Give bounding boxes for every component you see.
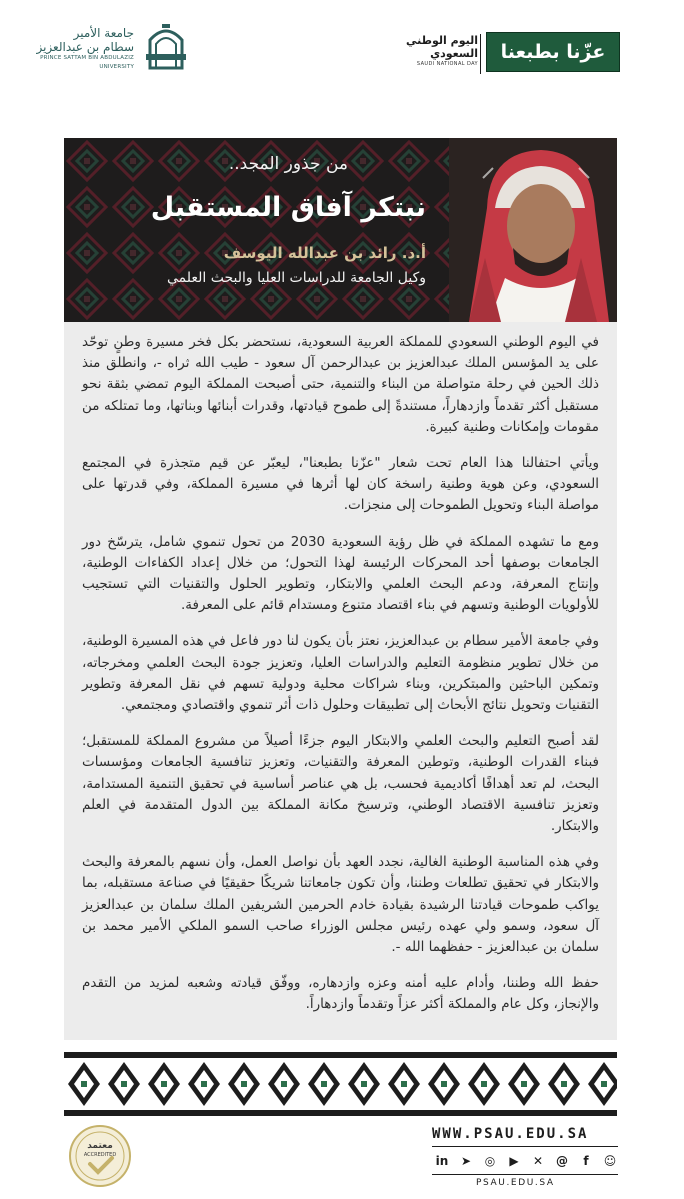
youtube-icon[interactable]: ▶ bbox=[509, 1154, 519, 1168]
portrait-image bbox=[449, 138, 617, 322]
university-name-ar-2: سطام بن عبدالعزيز bbox=[36, 40, 134, 54]
paragraph: في اليوم الوطني السعودي للمملكة العربية السعودية، نستحضر بكل فخر مسيرة وطنٍ توحّد على يد المؤسس الملك عبدالعزيز بن عبدالرحمن آل سعود - طيب الله ثراه -، وانطلق منذ ذلك الحين في رحلة متواصلة من البناء والتنمية، حتى أصبحت المملكة اليوم تمضي بثقة نحو مستقبل أكثر تقدماً وازدهاراً، مستندةً إلى طموح قيادتها، وقدرات أبنائها وبناتها، وما تمتلكه من مقومات وإمكانات وطنية كبيرة. bbox=[82, 334, 599, 435]
facebook-icon[interactable]: f bbox=[583, 1154, 589, 1168]
threads-icon[interactable]: @ bbox=[556, 1154, 568, 1168]
paragraph: وفي جامعة الأمير سطام بن عبدالعزيز، نعتز بأن يكون لنا دور فاعل في هذه المسيرة الوطنية، من خلال تطوير منظومة التعليم والدراسات العليا، وتعزيز جودة البحث العلمي ومخرجاته، وتمكين الباحثين والمبتكرين، وبناء شراكات محلية ودولية تسهم في نقل المعرفة وتطوير التقنيات وتحويل نتائج الأبحاث إلى تطبيقات وحلول ذات أثر تنموي واقتصادي ومجتمعي. bbox=[82, 633, 599, 714]
slogan-badge bbox=[486, 32, 620, 72]
slogan-text: عزّنا بطبعنا bbox=[500, 41, 606, 63]
svg-text:معتمد: معتمد bbox=[87, 1141, 113, 1151]
national-day-line1: اليوم الوطني bbox=[406, 34, 478, 47]
banner-tagline: من جذور المجد.. bbox=[228, 154, 348, 174]
linkedin-icon[interactable]: in bbox=[435, 1154, 449, 1168]
snapchat-icon[interactable]: ☺ bbox=[603, 1154, 617, 1168]
author-role: وكيل الجامعة للدراسات العليا والبحث العلمي bbox=[166, 270, 426, 286]
instagram-icon[interactable]: ◎ bbox=[484, 1154, 496, 1168]
social-icons bbox=[434, 1152, 618, 1170]
article-body bbox=[64, 322, 617, 1040]
national-day-line2: السعودي bbox=[430, 47, 478, 60]
website-url-small[interactable]: PSAU.EDU.SA bbox=[476, 1178, 555, 1188]
university-emblem-icon bbox=[142, 20, 190, 70]
header-divider bbox=[480, 34, 481, 74]
banner-text bbox=[64, 138, 452, 322]
author-name: أ.د. رائد بن عبدالله اليوسف bbox=[223, 244, 426, 262]
paragraph: وفي هذه المناسبة الوطنية الغالية، نجدد العهد بأن نواصل العمل، وأن نسهم بالمعرفة والبحث والابتكار في تحقيق تطلعات وطننا، وأن تكون جامعاتنا شريكًا حقيقيًا في صناعة مستقبله، بما يواكب طموحات قيادتنا الرشيدة بقيادة خادم الحرمين الشريفين الملك سلمان بن عبدالعزيز آل سعود، وسمو ولي عهده رئيس مجلس الوزراء صاحب السمو الملكي الأمير محمد بن سلمان بن عبدالعزيز - حفظهما الله -. bbox=[82, 854, 599, 956]
national-day-logo bbox=[394, 34, 478, 74]
paragraph: ومع ما تشهده المملكة في ظل رؤية السعودية 2030 من تحول تنموي شامل، يترسّخ دور الجامعات بوصفها أحد المحركات الرئيسة لهذا التحول؛ من خلال إعداد الكفاءات الوطنية، وإنتاج المعرفة، ودعم البحث العلمي والابتكار، وتطوير الحلول والتقنيات التي تستجيب للأولويات الوطنية وتسهم في بناء اقتصاد متنوع ومستدام قائم على المعرفة. bbox=[82, 533, 599, 614]
accreditation-seal-icon bbox=[68, 1124, 132, 1188]
telegram-icon[interactable]: ➤ bbox=[460, 1154, 472, 1168]
banner-title: نبتكر آفاق المستقبل bbox=[150, 192, 426, 223]
x-icon[interactable]: ✕ bbox=[532, 1154, 544, 1168]
paragraph: ويأتي احتفالنا هذا العام تحت شعار "عزّنا بطبعنا"، ليعبّر عن قيم متجذرة في المجتمع السعودي، وعن هوية وطنية راسخة كان لها أثرها في مسيرة المملكة، وفي قدرتها على مواصلة البناء وتحويل الطموحات إلى منجزات. bbox=[82, 455, 599, 514]
footer-rule-top bbox=[432, 1146, 618, 1147]
svg-text:ACCREDITED: ACCREDITED bbox=[83, 1152, 117, 1158]
university-name-en: PRINCE SATTAM BIN ABDULAZIZ UNIVERSITY bbox=[40, 55, 134, 70]
footer-rule-bottom bbox=[432, 1174, 618, 1175]
hero-banner bbox=[64, 138, 617, 322]
paragraph: حفظ الله وطننا، وأدام عليه أمنه وعزه وازدهاره، ووفّق قيادته وشعبه لمزيد من التقدم والإنجاز، وكل عام والمملكة أكثر عزاً وتقدماً وازدهاراً. bbox=[82, 975, 599, 1013]
paragraph: لقد أصبح التعليم والبحث العلمي والابتكار اليوم جزءًا أصيلاً من مشروع المملكة للمستقبل؛ فبناء القدرات الوطنية، وتوطين المعرفة والتقنيات، وتعزيز تنافسية الجامعات ومؤسسات البحث، لم تعد أهدافًا أكاديمية فحسب، بل هي عناصر أساسية في تحقيق التنمية المستدامة، وتعزيز تنافسية الاقتصاد الوطني، وترسيخ مكانة المملكة بين الدول المتقدمة في العلم والابتكار. bbox=[82, 733, 599, 835]
national-day-en: SAUDI NATIONAL DAY bbox=[416, 61, 478, 67]
website-url[interactable]: WWW.PSAU.EDU.SA bbox=[432, 1126, 589, 1142]
decorative-pattern-strip bbox=[64, 1052, 617, 1116]
university-logo bbox=[20, 20, 190, 76]
university-name-ar-1: جامعة الأمير bbox=[73, 26, 134, 40]
